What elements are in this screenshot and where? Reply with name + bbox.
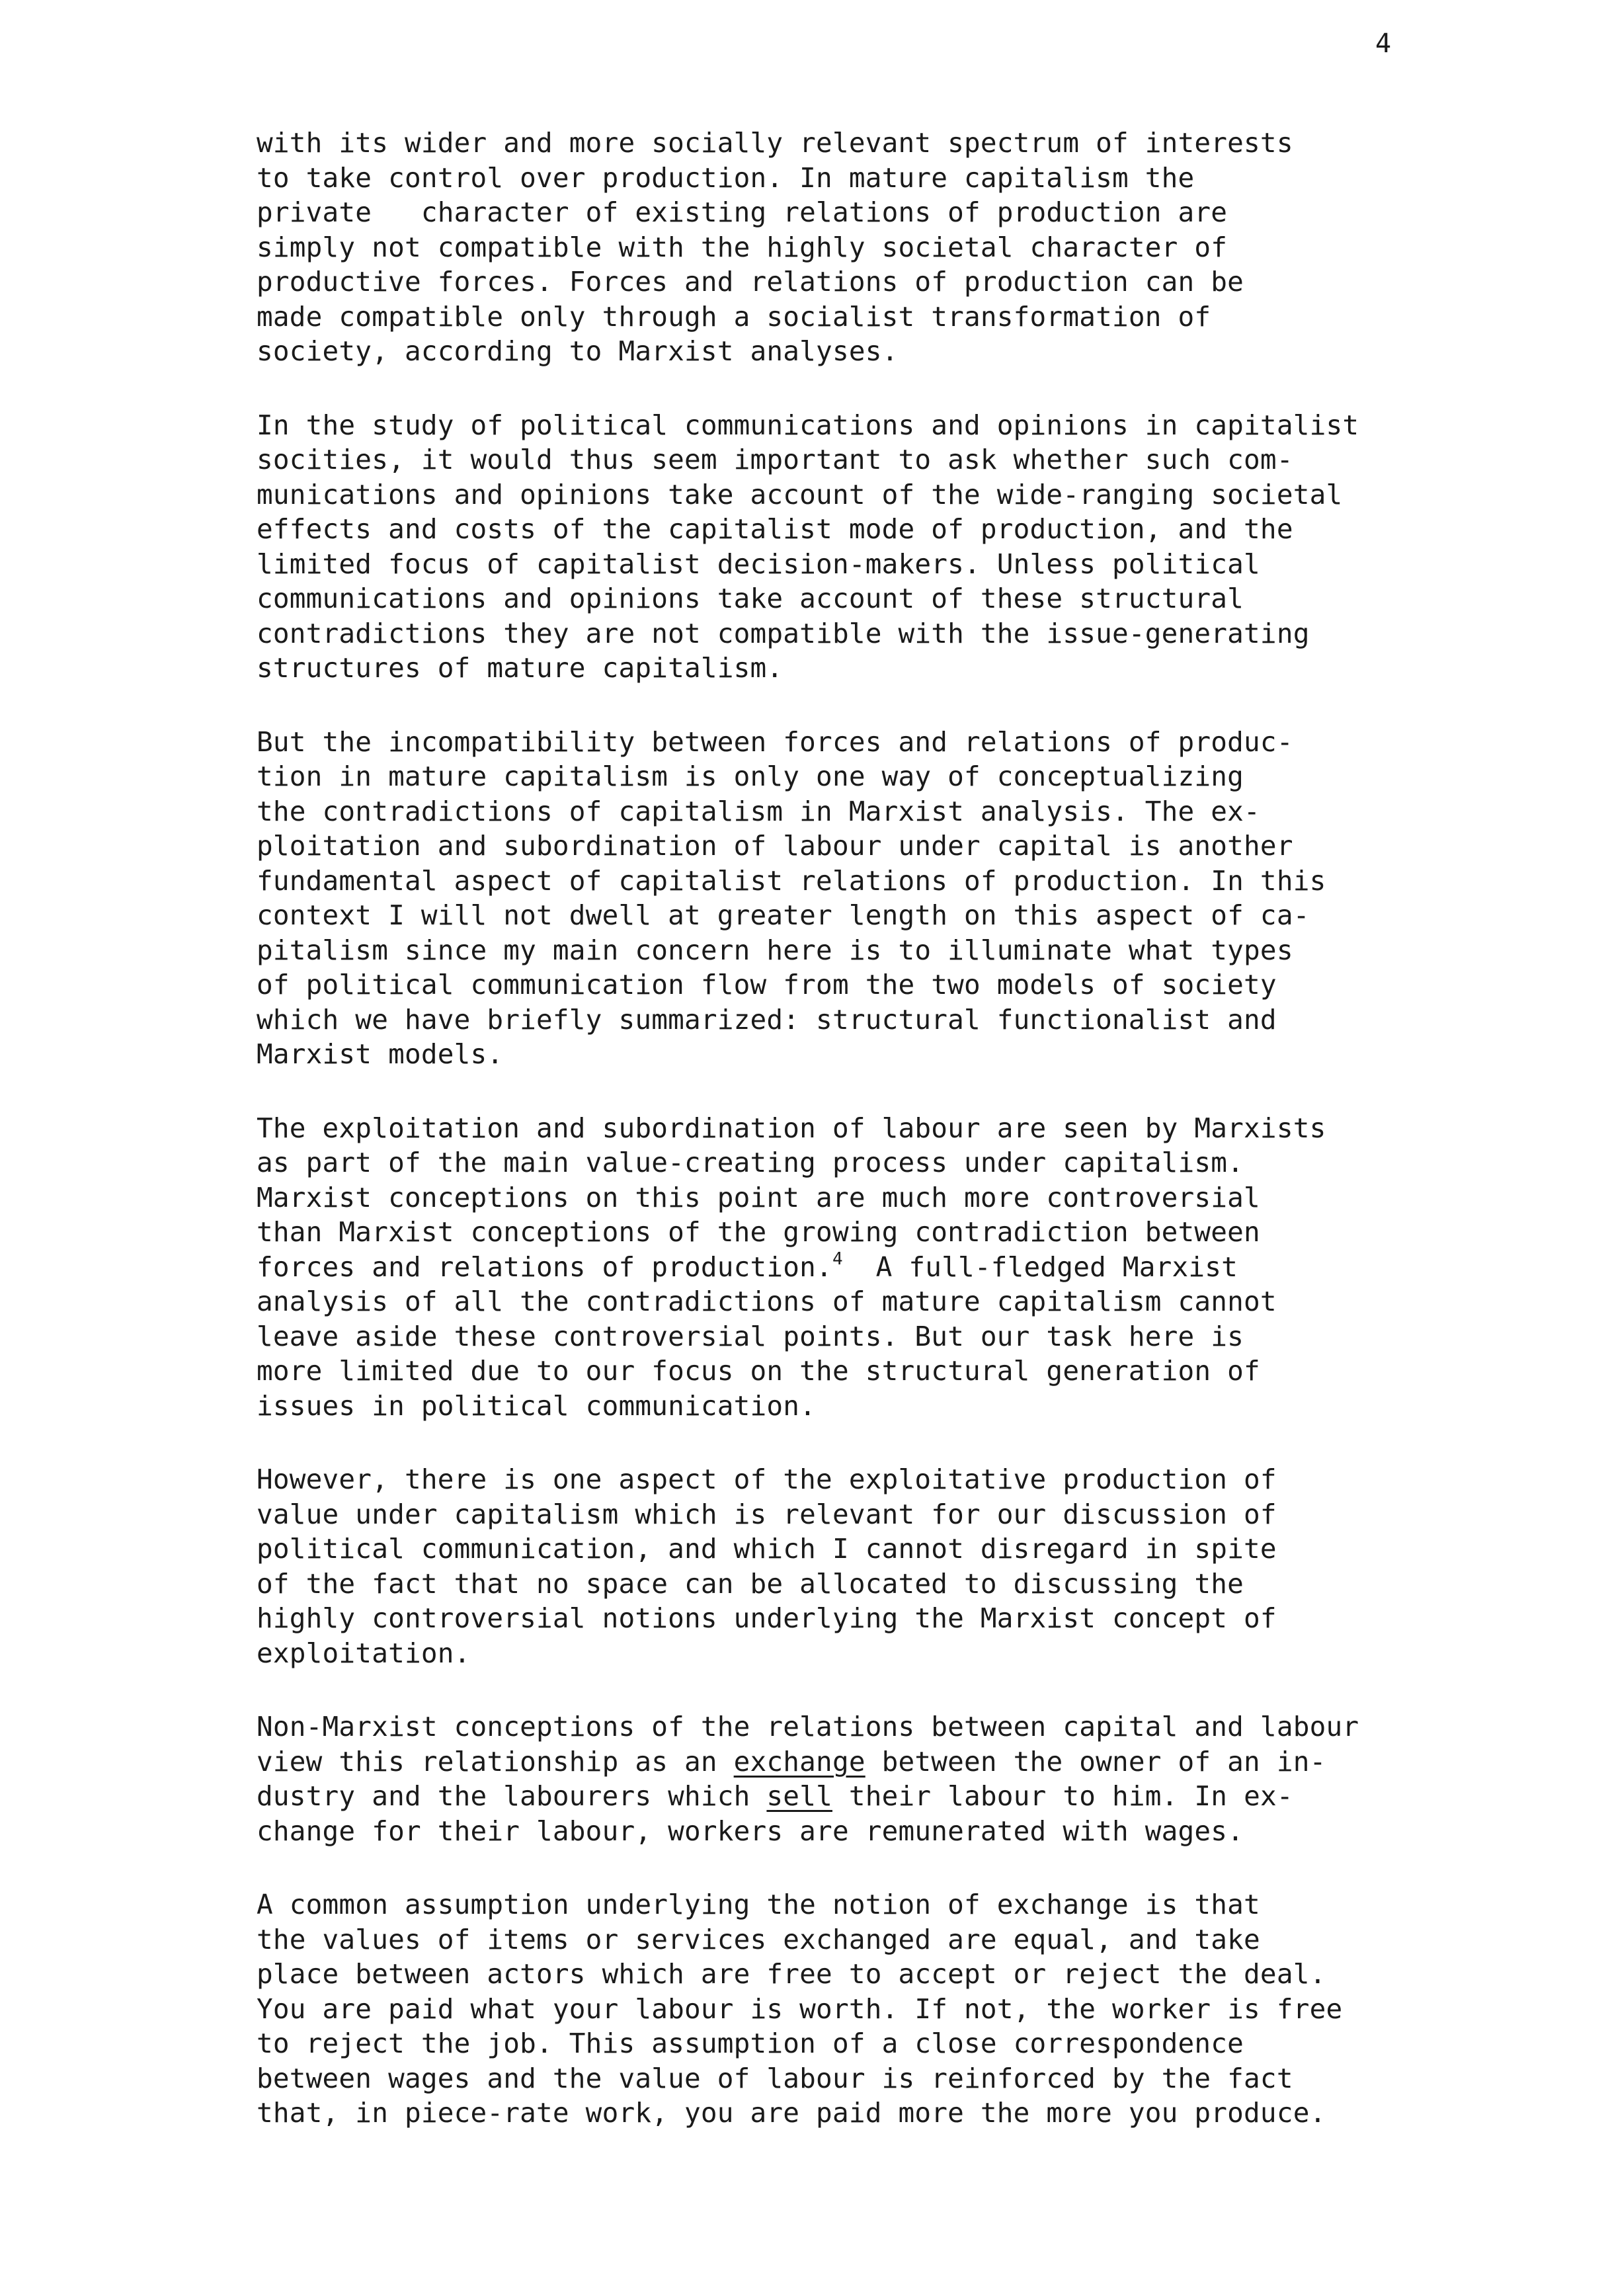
text-line: to reject the job. This assumption of a close correspondence [257, 2028, 1244, 2059]
text-line: In the study of political communications and opinions in capitalist [257, 409, 1359, 441]
paragraph-1 [257, 126, 1513, 369]
paragraph-3 [257, 725, 1513, 1072]
text-line: with its wider and more socially relevant spectrum of interests [257, 127, 1293, 159]
text-line: value under capitalism which is relevant for our discussion of [257, 1498, 1277, 1530]
underlined-word: exchange [733, 1745, 865, 1778]
paragraph-2 [257, 408, 1513, 686]
text-line: made compatible only through a socialist transformation of [257, 300, 1211, 333]
text-segment: A full-fledged Marxist [842, 1250, 1238, 1283]
text-line: tion in mature capitalism is only one way of conceptualizing [257, 760, 1244, 792]
text-line: place between actors which are free to accept or reject the deal. [257, 1958, 1326, 1990]
text-line: context I will not dwell at greater length on this aspect of ca- [257, 899, 1310, 931]
text-line: limited focus of capitalist decision-makers. Unless political [257, 548, 1260, 580]
text-segment: forces and relations of production. [257, 1250, 832, 1283]
text-line: structures of mature capitalism. [257, 652, 784, 684]
paragraph-7 [257, 1887, 1513, 2131]
text-line: leave aside these controversial points. But our task here is [257, 1320, 1244, 1352]
text-line: A common assumption underlying the notion of exchange is that [257, 1889, 1260, 1920]
text-line: However, there is one aspect of the exploitative production of [257, 1463, 1277, 1495]
text-line: You are paid what your labour is worth. If not, the worker is free [257, 1992, 1343, 2025]
text-line: the contradictions of capitalism in Marxist analysis. The ex- [257, 795, 1260, 827]
text-segment: dustry and the labourers which [257, 1780, 767, 1812]
text-line: The exploitation and subordination of labour are seen by Marxists [257, 1112, 1326, 1144]
text-line: as part of the main value-creating process under capitalism. [257, 1147, 1244, 1178]
text-segment: between the owner of an in- [865, 1745, 1326, 1778]
footnote-marker: 4 [832, 1249, 843, 1269]
text-line: private character of existing relations of production are [257, 196, 1228, 228]
text-line: to take control over production. In mature capitalism the [257, 161, 1195, 194]
text-segment: view this relationship as an [257, 1745, 734, 1778]
text-line: communications and opinions take account of these structural [257, 583, 1244, 614]
paragraph-6 [257, 1709, 1513, 1848]
text-line [257, 1744, 1513, 1780]
text-line: which we have briefly summarized: structural functionalist and [257, 1003, 1277, 1036]
text-line: But the incompatibility between forces and relations of produc- [257, 725, 1293, 758]
text-line: contradictions they are not compatible with the issue-generating [257, 617, 1310, 649]
text-line: issues in political communication. [257, 1389, 817, 1422]
text-line: exploitation. [257, 1637, 471, 1669]
text-line: change for their labour, workers are remunerated with wages. [257, 1815, 1244, 1847]
paragraph-4 [257, 1111, 1513, 1424]
text-line: highly controversial notions underlying the Marxist concept of [257, 1602, 1277, 1634]
text-line: socities, it would thus seem important to ask whether such com- [257, 444, 1293, 475]
text-segment: their labour to him. In ex- [832, 1780, 1293, 1812]
text-line: political communication, and which I cannot disregard in spite [257, 1533, 1277, 1565]
text-line: analysis of all the contradictions of mature capitalism cannot [257, 1286, 1277, 1317]
text-line: than Marxist conceptions of the growing contradiction between [257, 1216, 1260, 1248]
text-line: between wages and the value of labour is reinforced by the fact [257, 2062, 1293, 2094]
text-line: of political communication flow from the two models of society [257, 969, 1277, 1001]
body-text [257, 126, 1513, 2170]
text-line: society, according to Marxist analyses. [257, 335, 899, 367]
text-line [257, 1250, 1513, 1285]
text-line: of the fact that no space can be allocated to discussing the [257, 1567, 1244, 1600]
text-line: productive forces. Forces and relations of production can be [257, 266, 1244, 298]
text-line: munications and opinions take account of the wide-ranging societal [257, 478, 1343, 511]
text-line: the values of items or services exchanged are equal, and take [257, 1923, 1260, 1955]
text-line: effects and costs of the capitalist mode of production, and the [257, 513, 1293, 545]
paragraph-5 [257, 1462, 1513, 1670]
text-line: fundamental aspect of capitalist relations of production. In this [257, 864, 1326, 897]
text-line: Non-Marxist conceptions of the relations between capital and labour [257, 1711, 1359, 1742]
text-line: pitalism since my main concern here is to illuminate what types [257, 934, 1293, 966]
text-line: ploitation and subordination of labour under capital is another [257, 830, 1293, 862]
text-line [257, 1779, 1513, 1814]
text-line: Marxist models. [257, 1038, 504, 1070]
text-line: simply not compatible with the highly societal character of [257, 231, 1228, 263]
text-line: more limited due to our focus on the structural generation of [257, 1355, 1260, 1387]
underlined-word: sell [766, 1780, 832, 1812]
text-line: Marxist conceptions on this point are much more controversial [257, 1181, 1260, 1213]
page-number: 4 [1375, 28, 1392, 59]
text-line: that, in piece-rate work, you are paid more the more you produce. [257, 2097, 1326, 2129]
